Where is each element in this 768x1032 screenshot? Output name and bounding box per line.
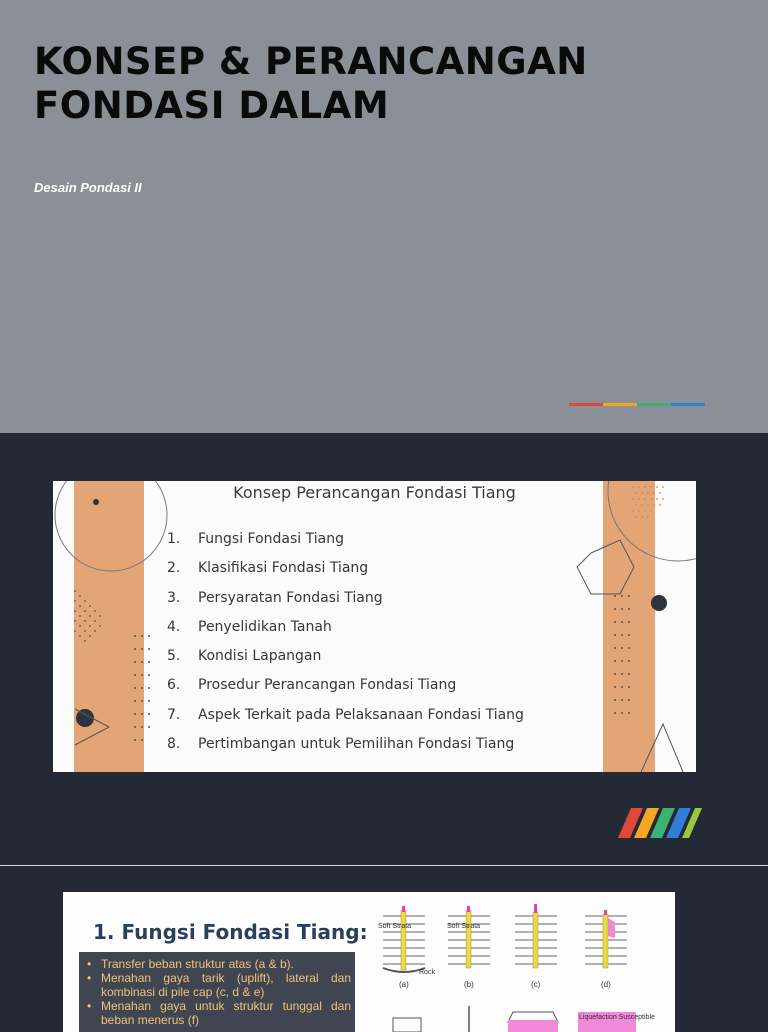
list-item-number: 6.: [167, 677, 181, 694]
accent-bar-green: [637, 403, 671, 406]
list-item-label: Pertimbangan untuk Pemilihan Fondasi Tiang: [198, 736, 515, 753]
soft-strata-label-a: Soft Strata: [378, 923, 412, 930]
function-card: [63, 892, 675, 1032]
bullet-text: Menahan gaya tarik (uplift), lateral dan kombinasi di pile cap (c, d & e): [101, 971, 351, 999]
pile-diagram-d: [585, 910, 627, 968]
list-item-number: 2.: [167, 560, 181, 577]
list-item-label: Klasifikasi Fondasi Tiang: [198, 560, 369, 577]
accent-bar-orange: [603, 403, 637, 406]
list-item-label: Persyaratan Fondasi Tiang: [198, 589, 383, 606]
list-item-number: 3.: [167, 589, 181, 606]
slide-subtitle: Desain Pondasi II: [34, 180, 142, 195]
figure-label-a: (a): [399, 980, 409, 989]
bullet-item: [87, 957, 351, 971]
list-item: [167, 531, 524, 560]
pile-diagram-a: [383, 906, 425, 972]
bullet-text: Menahan gaya untuk struktur tunggal dan beban menerus (f): [101, 999, 351, 1027]
list-item-label: Prosedur Perancangan Fondasi Tiang: [198, 677, 457, 694]
list-item-number: 5.: [167, 648, 181, 665]
list-item-number: 4.: [167, 618, 181, 635]
figure-label-d: (d): [601, 980, 611, 989]
liquefaction-label: Liquefaction Susceptible: [579, 1014, 655, 1021]
rock-label: Rock: [419, 969, 435, 976]
bullet-item: [87, 999, 351, 1027]
list-item: [167, 648, 524, 677]
list-item-number: 1.: [167, 531, 181, 547]
list-item: [167, 560, 524, 589]
list-item: [167, 619, 524, 648]
list-item: [167, 736, 524, 765]
slide-title-line-2: FONDASI DALAM: [34, 84, 390, 127]
list-item: [167, 590, 524, 619]
title-slide: [0, 0, 768, 433]
bullet-text: Transfer beban struktur atas (a & b).: [101, 957, 294, 971]
list-item: [167, 677, 524, 706]
list-item: [167, 707, 524, 736]
bullet-marker: •: [87, 957, 92, 971]
figure-label-c: (c): [531, 980, 541, 989]
slide-title: [34, 40, 734, 128]
list-item-number: 8.: [167, 736, 181, 753]
pile-diagram-c: [515, 904, 557, 968]
list-item-label: Kondisi Lapangan: [198, 648, 322, 665]
accent-bar-blue: [671, 403, 705, 406]
function-bullets-box: [79, 952, 355, 1032]
bullet-item: [87, 971, 351, 999]
accent-bar-red: [569, 403, 603, 406]
contents-card: [53, 481, 696, 772]
soft-strata-label-b: Soft Strata: [447, 923, 481, 930]
contents-slide: [0, 433, 768, 865]
list-item-number: 7.: [167, 706, 181, 723]
bullet-marker: •: [87, 971, 92, 985]
contents-heading: Konsep Perancangan Fondasi Tiang: [233, 483, 516, 502]
color-stripes-logo: [618, 808, 704, 840]
list-item-label: Penyelidikan Tanah: [198, 618, 332, 635]
contents-list: [167, 531, 524, 765]
pile-function-figure: [363, 892, 675, 1032]
figure-label-b: (b): [464, 980, 474, 989]
list-item-label: Aspek Terkait pada Pelaksanaan Fondasi Tiang: [198, 706, 524, 723]
bullet-marker: •: [87, 999, 92, 1013]
list-item-label: Fungsi Fondasi Tiang: [198, 531, 344, 547]
function-slide: [0, 866, 768, 1027]
pile-diagram-b: [448, 906, 490, 968]
function-heading: 1. Fungsi Fondasi Tiang:: [93, 920, 368, 944]
slide-title-line-1: KONSEP & PERANCANGAN: [34, 40, 588, 83]
